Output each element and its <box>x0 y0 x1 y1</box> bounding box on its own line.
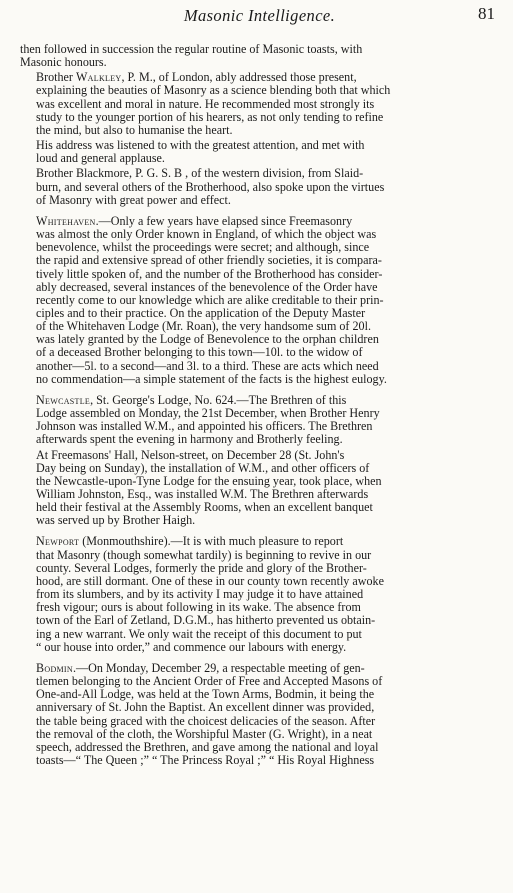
text-line: One-and-All Lodge, was held at the Town Arms, Bodmin, it being the <box>36 687 375 702</box>
place-heading: Whitehaven <box>36 213 96 228</box>
lead-word: Brother <box>36 70 76 85</box>
text-line: of a deceased Brother belonging to this town—10l. to the widow of <box>36 345 363 360</box>
text-line: Brother Blackmore, P. G. S. B , of the western division, from Slaid- <box>36 166 364 181</box>
text-line: William Johnston, Esq., was installed W.M. The Brethren afterwards <box>36 487 369 501</box>
page-header <box>20 4 499 28</box>
paragraph <box>20 43 486 69</box>
page-number: 81 <box>478 4 495 23</box>
text-line: Masonic honours. <box>20 55 107 70</box>
text-line: recently come to our knowledge which are alike creditable to their prin- <box>36 292 384 307</box>
text-line: Bodmin.—On Monday, December 29, a respectable meeting of gen- <box>36 660 365 675</box>
text-line: Johnson was installed W.M., and appointed his officers. The Brethren <box>36 419 373 434</box>
text-line: ing a new warrant. We only wait the receipt of this document to put <box>36 626 362 641</box>
article-body <box>20 43 486 769</box>
text-line: burn, and several others of the Brotherhood, also spoke upon the virtues <box>36 179 385 194</box>
text-line: then followed in succession the regular routine of Masonic toasts, with <box>20 42 363 56</box>
text-line: of the Whitehaven Lodge (Mr. Roan), the very handsome sum of 20l. <box>36 319 371 334</box>
text-line: that Masonry (though somewhat tardily) is beginning to revive in our <box>36 547 372 562</box>
text-line: study to the younger portion of his hearers, as not only tending to refine <box>36 109 384 124</box>
text-line: held their festival at the Assembly Rooms, when an excellent banquet <box>36 500 373 515</box>
text-line: county. Several Lodges, formerly the pride and glory of the Brother- <box>36 560 367 575</box>
text-line: the table being graced with the choicest delicacies of the season. After <box>36 713 376 728</box>
text-line: Newcastle, St. George's Lodge, No. 624.—The Brethren of this <box>36 392 347 407</box>
paragraph <box>20 139 486 165</box>
text-line: tively little spoken of, and the number of the Brotherhood has consider- <box>36 266 383 281</box>
paragraph <box>20 449 486 528</box>
text-line: the mind, but also to humanise the heart. <box>36 122 233 137</box>
place-heading: Bodmin <box>36 660 73 675</box>
paragraph-newcastle <box>20 394 486 447</box>
text-line: town of the Earl of Zetland, D.G.M., has hitherto prevented us obtain- <box>36 613 376 628</box>
text-line: anniversary of St. John the Baptist. An excellent dinner was provided, <box>36 700 375 715</box>
text-line: hood, are still dormant. One of these in our county town recently awoke <box>36 573 384 588</box>
text-line: Newport (Monmouthshire).—It is with much pleasure to report <box>36 534 344 549</box>
text-line: another—5l. to a second—and 3l. to a third. These are acts which need <box>36 358 379 373</box>
text-line: loud and general applause. <box>36 151 165 166</box>
text-line: the rapid and extensive spread of other friendly societies, it is compara- <box>36 253 382 268</box>
text-line: the removal of the cloth, the Worshipful Master (G. Wright), in a neat <box>36 726 373 741</box>
text-line: ably decreased, several instances of the benevolence of the Order have <box>36 279 378 294</box>
text-line: was lately granted by the Lodge of Benevolence to the orphan children <box>36 332 379 347</box>
text-line: “ our house into order,” and commence our labours with energy. <box>36 639 347 654</box>
text-line: was excellent and moral in nature. He recommended most strongly its <box>36 96 375 111</box>
running-title: Masonic Intelligence. <box>183 6 336 25</box>
place-heading: Newcastle <box>36 392 91 407</box>
text-line: was almost the only Order known in England, of which the object was <box>36 227 377 242</box>
text-line: of Masonry with great power and effect. <box>36 192 231 207</box>
text-line: benevolence, whilst the proceedings were secret; and although, since <box>36 240 370 255</box>
text-line: no commendation—a simple statement of the facts is the highest eulogy. <box>36 371 387 386</box>
text-line: At Freemasons' Hall, Nelson-street, on December 28 (St. John's <box>36 447 345 462</box>
text-line: speech, addressed the Brethren, and gave among the national and loyal <box>36 739 379 754</box>
text-line: Day being on Sunday), the installation of W.M., and other officers of <box>36 460 370 475</box>
text-line: from its slumbers, and by its activity I may judge it to have attained <box>36 587 364 602</box>
text-line: tlemen belonging to the Ancient Order of Free and Accepted Masons of <box>36 674 383 689</box>
text-line: the Newcastle-upon-Tyne Lodge for the ensuing year, took place, when <box>36 473 382 488</box>
text-line: explaining the beauties of Masonry as a science blending both that which <box>36 83 391 98</box>
text-line: ciples and to their practice. On the application of the Deputy Master <box>36 305 366 320</box>
place-heading: Walkley <box>75 70 122 85</box>
paragraph <box>20 167 486 206</box>
text-line: His address was listened to with the greatest attention, and met with <box>36 138 365 153</box>
paragraph-newport <box>20 535 486 653</box>
place-heading: Newport <box>36 534 80 549</box>
text-line: toasts—“ The Queen ;” “ The Princess Royal ;” “ His Royal Highness <box>36 752 375 767</box>
text-line: Lodge assembled on Monday, the 21st December, when Brother Henry <box>36 406 380 421</box>
text-line: afterwards spent the evening in harmony and Brotherly feeling. <box>36 432 343 447</box>
paragraph-bodmin <box>20 662 486 767</box>
paragraph <box>20 71 486 137</box>
text-line: fresh vigour; ours is about following in its wake. The absence from <box>36 600 361 615</box>
paragraph-whitehaven <box>20 215 486 386</box>
text-line: Brother Walkley, P. M., of London, ably addressed those present, <box>36 70 357 85</box>
text-line: Whitehaven.—Only a few years have elapsed since Freemasonry <box>36 213 353 228</box>
text-line: was served up by Brother Haigh. <box>36 513 196 528</box>
